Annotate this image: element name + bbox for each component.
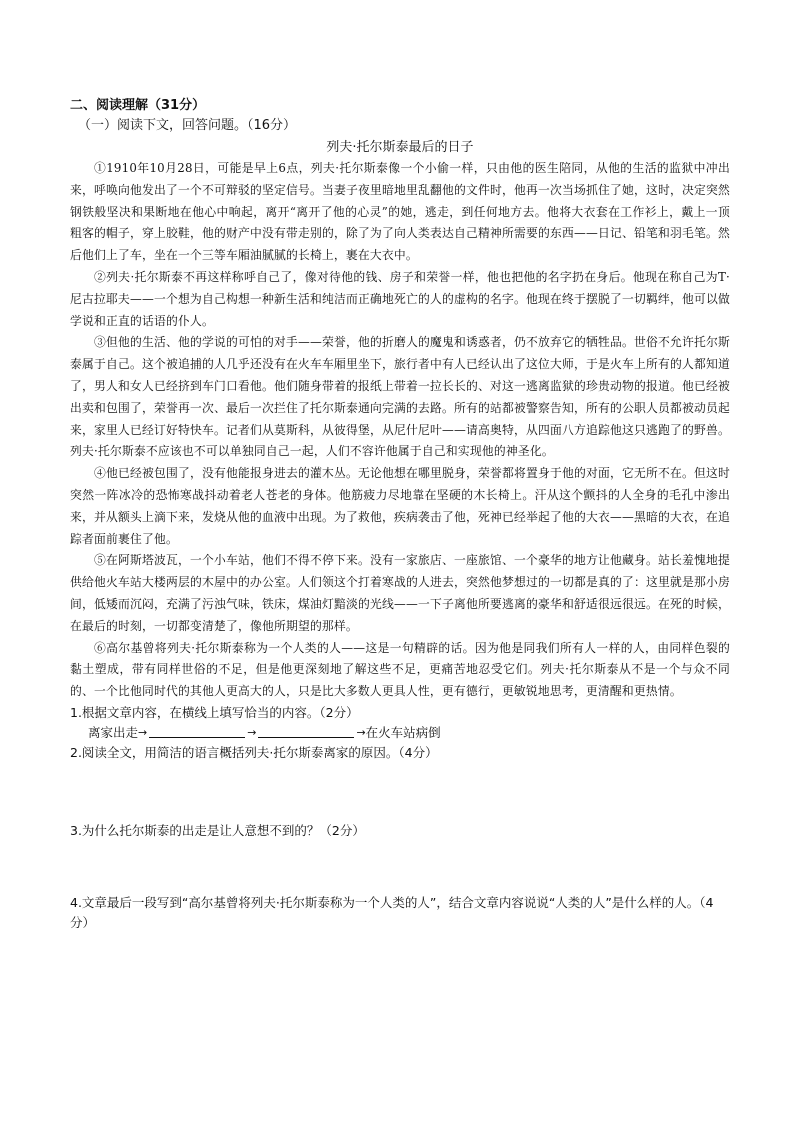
article-paragraph-3: ③但他的生活、他的学说的可怕的对手——荣誉，他的折磨人的魔鬼和诱惑者，仍不放弃它的牺牲品。世俗不允许托尔斯泰属于自己。这个被追捕的人几乎还没有在火车车厢里坐下，旅行者中有人已经认出了这位大师，于是火车上所有的人都知道了，男人和女人已经挤到车门口看他。他们随身带着的报纸上带着一拉长长的、对这一逃离监狱的珍贵动物的报道。他已经被出卖和包围了，荣誉再一次、最后一次拦住了托尔斯泰通向完满的去路。所有的站都被警察告知，所有的公职人员都被动员起来，家里人已经订好特快车。记者们从莫斯科，从彼得堡，从尼什尼叶——请高奥特，从四面八方追踪他这只逃跑了的野兽。列夫·托尔斯泰不应该也不可以单独同自己一起，人们不容许他属于自己和实现他的神圣化。 xyxy=(70,335,730,459)
article-paragraph-6: ⑥高尔基曾将列夫·托尔斯泰称为一个人类的人——这是一句精辟的话。因为他是同我们所有人一样的人，由同样色裂的黏土塑成，带有同样世俗的不足，但是他更深刻地了解这些不足，更痛苦地忍受它们。列夫·托尔斯泰从不是一个与众不同的、一个比他同时代的其他人更高大的人，只是比大多数人更具人性，更有德行，更敏锐地思考，更清醒和更热情。 xyxy=(70,640,730,699)
exam-page xyxy=(70,96,730,933)
flow-start-label: 离家出走 xyxy=(88,724,139,740)
article-paragraph-1: ①1910年10月28日，可能是早上6点，列夫·托尔斯泰像一个小偷一样，只由他的医生陪同，从他的生活的监狱中冲出来，呼唤向他发出了一个不可辩驳的坚定信号。当妻子夜里暗地里乱翻他的文件时，他再一次当场抓住了她，这时，决定突然钢铁般坚决和果断地在他心中响起，离开“离开了他的心灵”的她，逃走，到任何地方去。他将大衣套在工作衫上，戴上一顶粗客的帽子，穿上胶鞋，他的财产中没有带走别的，除了为了向人类表达自己精神所需要的东西——日记、铅笔和羽毛笔。然后他们上了车，坐在一个三等车厢油腻腻的长椅上，裹在大衣中。 xyxy=(70,161,730,263)
arrow-right-icon: → xyxy=(138,725,148,739)
answer-blank-1[interactable] xyxy=(149,727,245,738)
arrow-right-icon: → xyxy=(356,725,366,739)
article-paragraph-5: ⑤在阿斯塔波瓦，一个小车站，他们不得不停下来。没有一家旅店、一座旅馆、一个豪华的地方让他藏身。站长羞愧地提供给他火车站大楼两层的木屋中的办公室。人们领这个打着寒战的人进去，突然他梦想过的一切都是真的了：这里就是那小房间，低矮而沉闷，充满了污浊气味，铁床，煤油灯黯淡的光线——一下子离他所要逃离的豪华和舒适很远很远。在死的时候，在最后的时刻，一切都变清楚了，像他所期望的那样。 xyxy=(70,553,730,633)
question-3: 3.为什么托尔斯泰的出走是让人意想不到的？（2分） xyxy=(70,822,365,838)
question-1: 1.根据文章内容，在横线上填写恰当的内容。（2分） xyxy=(70,704,359,720)
flow-end-label: 在火车站病倒 xyxy=(365,724,441,740)
article-paragraph-4: ④他已经被包围了，没有他能报身进去的灌木丛。无论他想在哪里脱身，荣誉都将置身于他的对面，它无所不在。但这时突然一阵冰冷的恐怖寒战抖动着老人苍老的身体。他筋疲力尽地靠在坚硬的木长椅上。汗从这个颤抖的人全身的毛孔中渗出来，并从额头上滴下来，发烧从他的血液中出现。为了救他，疾病袭击了他，死神已经举起了他的大衣——黑暗的大衣，在追踪者面前裹住了他。 xyxy=(70,466,730,546)
answer-area-3[interactable] xyxy=(70,841,730,893)
arrow-right-icon: → xyxy=(247,725,257,739)
answer-blank-2[interactable] xyxy=(258,727,354,738)
question-2: 2.阅读全文，用简洁的语言概括列夫·托尔斯泰离家的原因。（4分） xyxy=(70,744,438,760)
flow-diagram xyxy=(70,723,730,743)
section-title: 二、阅读理解（31分） xyxy=(70,98,206,113)
sub-section-title: （一）阅读下文，回答问题。（16分） xyxy=(78,118,297,133)
answer-area-2[interactable] xyxy=(70,763,730,821)
article-paragraph-2: ②列夫·托尔斯泰不再这样称呼自己了，像对待他的钱、房子和荣誉一样，他也把他的名字扔在身后。他现在称自己为T·尼古拉耶夫——一个想为自己构想一种新生活和纯洁而正确地死亡的人的虚构的名字。他现在终于摆脱了一切羁绊，他可以做学说和正直的话语的仆人。 xyxy=(70,269,730,328)
article-title: 列夫·托尔斯泰最后的日子 xyxy=(326,140,474,155)
question-4: 4.文章最后一段写到“高尔基曾将列夫·托尔斯泰称为一个人类的人”，结合文章内容说说“人类的人”是什么样的人。（4分） xyxy=(70,894,714,930)
